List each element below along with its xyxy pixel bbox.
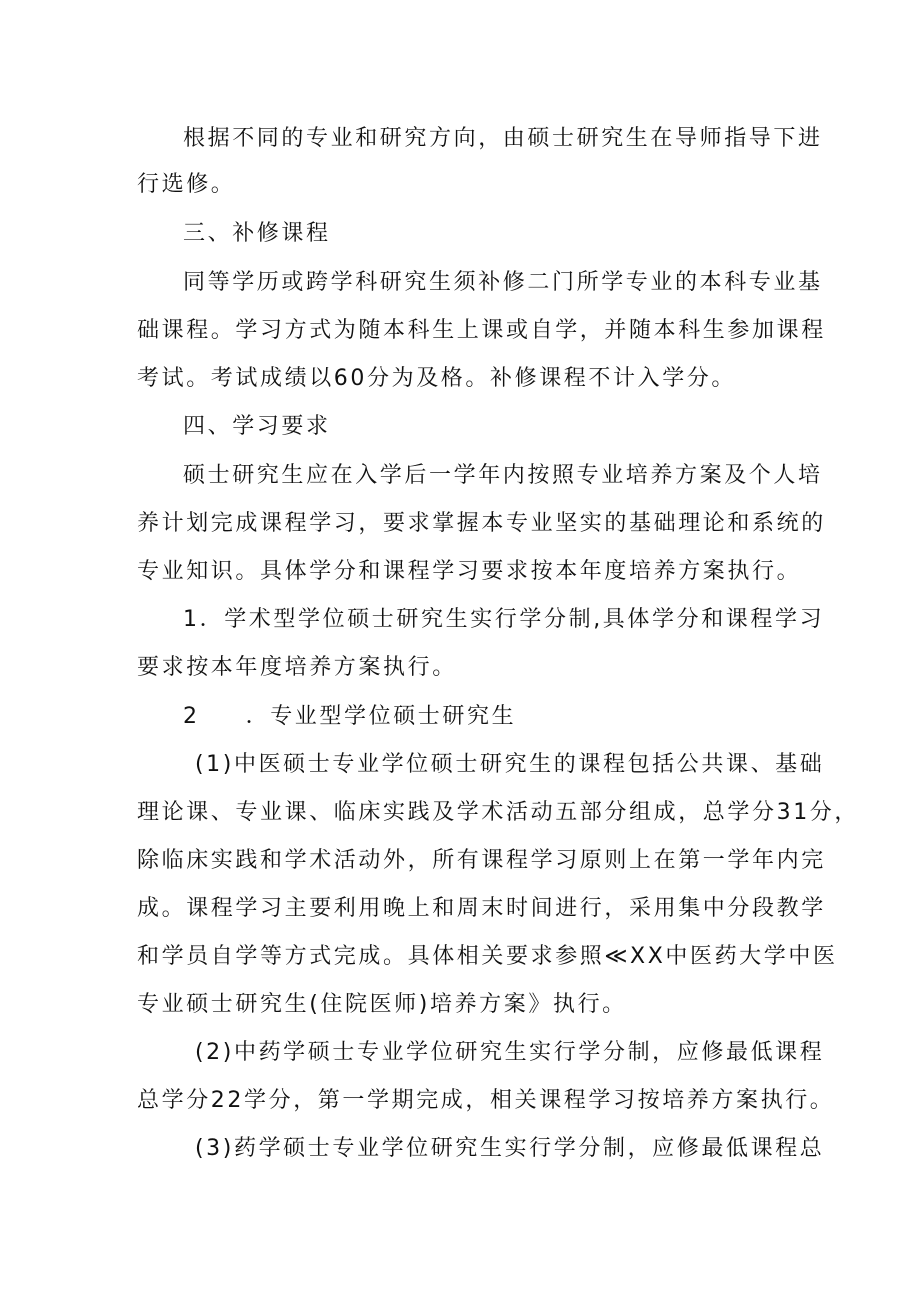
paragraph-remedial-line-2: 础课程。学习方式为随本科生上课或自学，并随本科生参加课程: [137, 318, 826, 343]
sub-item-1-line-4: 成。课程学习主要利用晚上和周末时间进行，采用集中分段教学: [137, 896, 826, 921]
list-item-2-heading: [183, 702, 516, 732]
paragraph-requirements-line-1: 硕士研究生应在入学后一学年内按照专业培养方案及个人培: [183, 463, 823, 488]
paragraph-requirements-line-3: 专业知识。具体学分和课程学习要求按本年度培养方案执行。: [137, 559, 802, 584]
section-heading-study-requirements: 四、学习要求: [183, 414, 331, 439]
sub-item-2-line-2: 总学分22学分，第一学期完成，相关课程学习按培养方案执行。: [137, 1088, 835, 1113]
list-item-2-number: 2: [183, 704, 200, 729]
paragraph-requirements-line-2: 养计划完成课程学习，要求掌握本专业坚实的基础理论和系统的: [137, 511, 826, 536]
sub-item-1-line-1: (1)中医硕士专业学位硕士研究生的课程包括公共课、基础: [195, 752, 825, 777]
sub-item-1-line-2: 理论课、专业课、临床实践及学术活动五部分组成，总学分31分，: [137, 800, 859, 825]
list-item-2-text: ．专业型学位硕士研究生: [245, 704, 517, 729]
sub-item-1-line-5: 和学员自学等方式完成。具体相关要求参照≪XX中医药大学中医: [137, 944, 838, 969]
sub-item-2-line-1: (2)中药学硕士专业学位研究生实行学分制，应修最低课程: [195, 1040, 825, 1065]
paragraph-remedial-line-1: 同等学历或跨学科研究生须补修二门所学专业的本科专业基: [183, 270, 823, 295]
sub-item-1-line-3: 除临床实践和学术活动外，所有课程学习原则上在第一学年内完: [137, 848, 826, 873]
list-item-1-line-1: 1．学术型学位硕士研究生实行学分制,具体学分和课程学习: [183, 607, 825, 632]
paragraph-electives-line-1: 根据不同的专业和研究方向，由硕士研究生在导师指导下进: [183, 126, 823, 151]
paragraph-remedial-line-3: 考试。考试成绩以60分为及格。补修课程不计入学分。: [137, 366, 736, 391]
sub-item-1-line-6: 专业硕士研究生(住院医师)培养方案》执行。: [137, 992, 627, 1017]
paragraph-electives-line-2: 行选修。: [137, 172, 236, 197]
section-heading-remedial-courses: 三、补修课程: [183, 221, 331, 246]
list-item-1-line-2: 要求按本年度培养方案执行。: [137, 655, 457, 680]
sub-item-3-line-1: (3)药学硕士专业学位研究生实行学分制，应修最低课程总: [195, 1136, 825, 1161]
